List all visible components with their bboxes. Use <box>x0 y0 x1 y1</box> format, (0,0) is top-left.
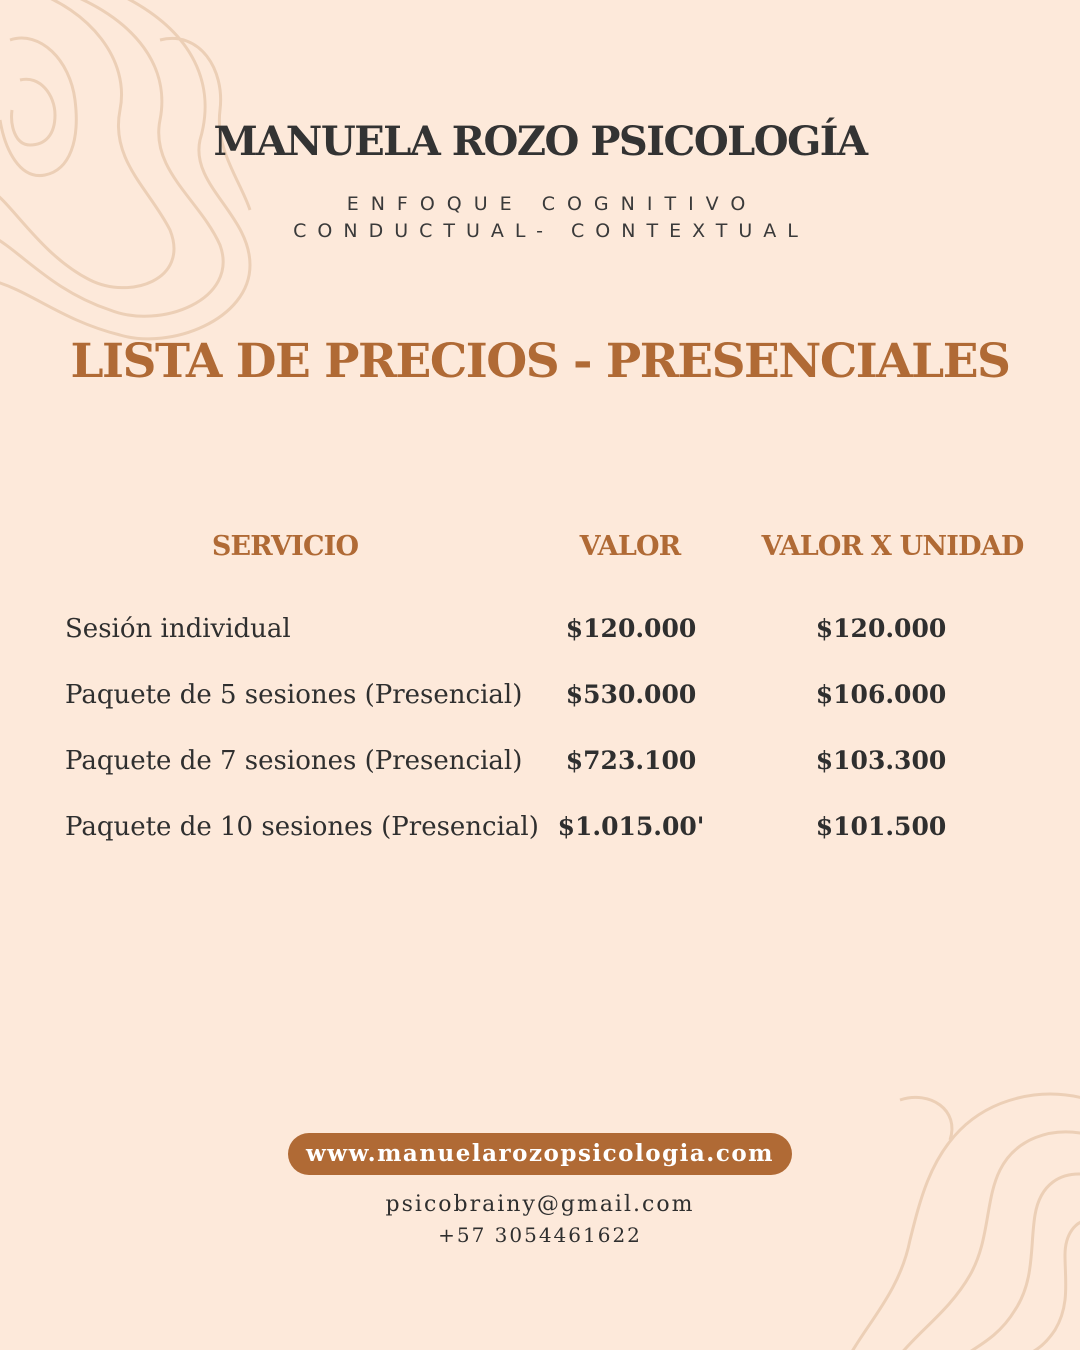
service-price: $1.015.00' <box>557 812 705 841</box>
service-price: $723.100 <box>565 746 697 775</box>
unit-price: $120.000 <box>815 614 947 643</box>
table-row <box>0 812 1080 852</box>
contour-lines-top-left <box>0 0 300 350</box>
unit-price: $106.000 <box>815 680 947 709</box>
column-header-service: SERVICIO <box>211 531 359 562</box>
table-row <box>0 746 1080 786</box>
table-row <box>0 614 1080 654</box>
service-price: $120.000 <box>565 614 697 643</box>
service-price: $530.000 <box>565 680 697 709</box>
unit-price: $103.300 <box>815 746 947 775</box>
tagline-line-1: ENFOQUE COGNITIVO <box>346 193 758 215</box>
service-name: Sesión individual <box>65 614 291 644</box>
service-name: Paquete de 10 sesiones (Presencial) <box>65 812 539 842</box>
page-title: LISTA DE PRECIOS - PRESENCIALES <box>70 334 1010 389</box>
column-header-valor-unidad: VALOR X UNIDAD <box>761 531 1024 562</box>
website-link[interactable]: www.manuelarozopsicologia.com <box>288 1133 792 1175</box>
service-name: Paquete de 5 sesiones (Presencial) <box>65 680 523 710</box>
phone-number: +57 3054461622 <box>438 1223 642 1247</box>
tagline-line-2: CONDUCTUAL- CONTEXTUAL <box>293 220 809 242</box>
brand-title: MANUELA ROZO PSICOLOGÍA <box>213 118 867 165</box>
contour-lines-bottom-right <box>840 1090 1080 1350</box>
service-name: Paquete de 7 sesiones (Presencial) <box>65 746 523 776</box>
table-row <box>0 680 1080 720</box>
email-address[interactable]: psicobrainy@gmail.com <box>385 1192 695 1217</box>
unit-price: $101.500 <box>815 812 947 841</box>
column-header-valor: VALOR <box>579 531 681 562</box>
